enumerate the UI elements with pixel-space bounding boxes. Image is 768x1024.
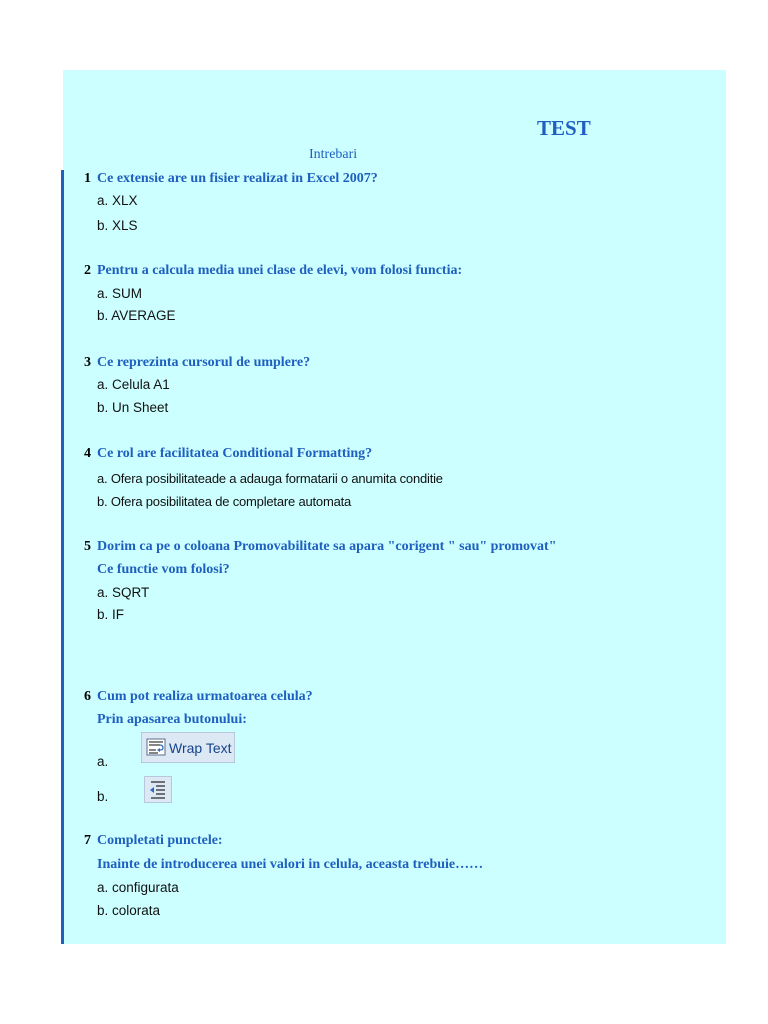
question-1-text: Ce extensie are un fisier realizat in Excel 2007?	[97, 171, 378, 186]
question-6-text-line-1: Cum pot realiza urmatoarea celula?	[97, 689, 313, 704]
question-6-option-b: b.	[97, 789, 109, 804]
question-5-number: 5	[84, 539, 91, 554]
question-4-option-a: a. Ofera posibilitateade a adauga formatarii o anumita conditie	[97, 471, 443, 486]
question-7-text-line-2: Inainte de introducerea unei valori in celula, aceasta trebuie……	[97, 857, 484, 872]
wrap-text-icon	[146, 738, 166, 756]
decrease-indent-button[interactable]	[144, 776, 172, 803]
question-6-number: 6	[84, 689, 91, 704]
question-6-text-line-2: Prin apasarea butonului:	[97, 712, 247, 727]
page-title: TEST	[537, 116, 591, 140]
question-1-number: 1	[84, 171, 91, 186]
question-5-text-line-2: Ce functie vom folosi?	[97, 562, 230, 577]
question-5-option-a: a. SQRT	[97, 585, 150, 600]
page-subtitle: Intrebari	[309, 147, 358, 162]
question-2-option-b: b. AVERAGE	[97, 308, 176, 323]
question-2-number: 2	[84, 263, 91, 278]
question-3-option-a: a. Celula A1	[97, 377, 170, 392]
question-7-number: 7	[84, 833, 91, 848]
question-7-option-b: b. colorata	[97, 903, 161, 918]
left-border-line	[61, 170, 64, 944]
question-5-option-b: b. IF	[97, 607, 125, 622]
question-1-option-b: b. XLS	[97, 218, 138, 233]
question-3-number: 3	[84, 355, 91, 370]
question-2-option-a: a. SUM	[97, 286, 143, 301]
decrease-indent-icon	[145, 777, 171, 802]
question-1-option-a: a. XLX	[97, 193, 138, 208]
question-3-option-b: b. Un Sheet	[97, 400, 169, 415]
question-7-option-a: a. configurata	[97, 880, 179, 895]
question-6-option-a: a.	[97, 754, 109, 769]
question-7-text-line-1: Completati punctele:	[97, 833, 223, 848]
question-4-number: 4	[84, 446, 91, 461]
question-3-text: Ce reprezinta cursorul de umplere?	[97, 355, 311, 370]
question-2-text: Pentru a calcula media unei clase de elevi, vom folosi functia:	[97, 263, 463, 278]
question-4-option-b: b. Ofera posibilitatea de completare automata	[97, 494, 352, 509]
wrap-text-label: Wrap Text	[169, 740, 232, 756]
wrap-text-button[interactable]	[141, 732, 235, 763]
question-4-text: Ce rol are facilitatea Conditional Formatting?	[97, 446, 373, 461]
question-5-text-line-1: Dorim ca pe o coloana Promovabilitate sa apara "corigent " sau" promovat"	[97, 539, 557, 554]
